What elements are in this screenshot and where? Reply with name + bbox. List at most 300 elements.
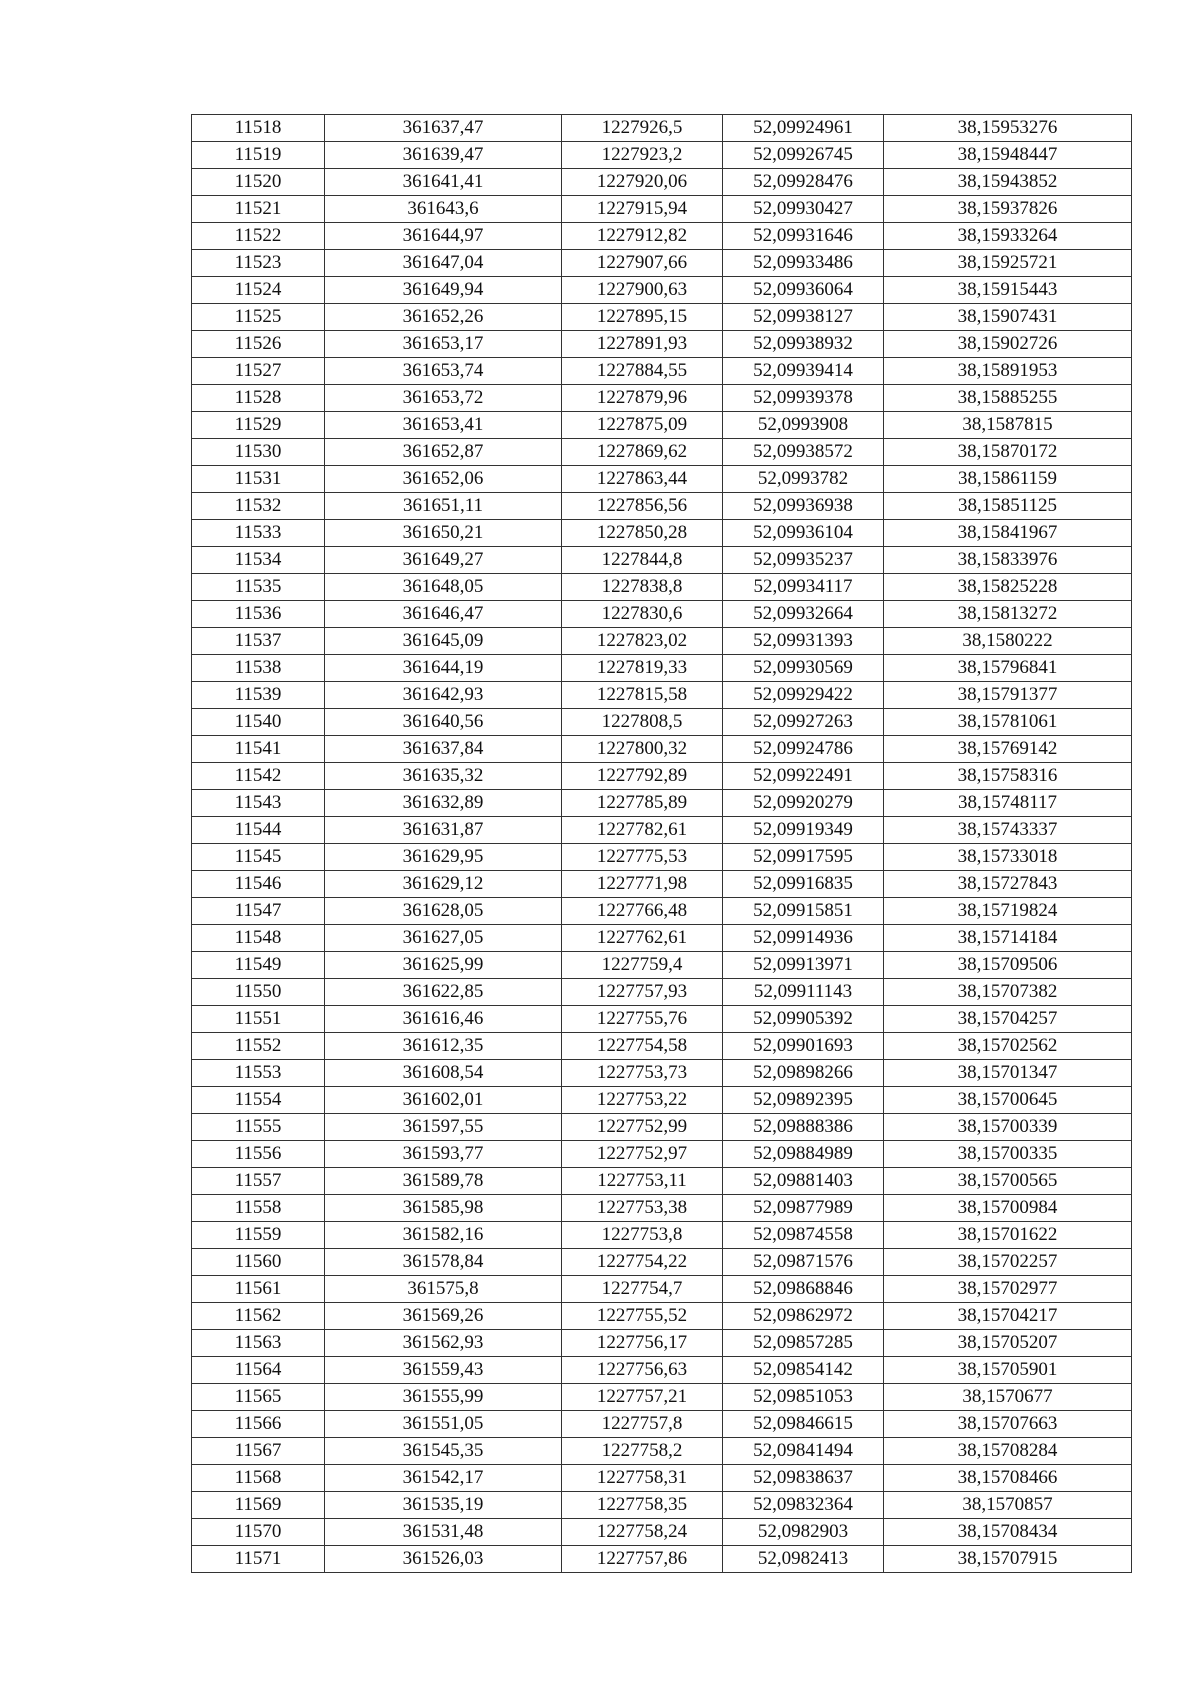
point-number-cell: 11523 xyxy=(192,250,325,277)
y-coordinate-cell: 1227792,89 xyxy=(562,763,723,790)
point-number-cell: 11527 xyxy=(192,358,325,385)
table-row xyxy=(192,952,1132,979)
table-row xyxy=(192,1465,1132,1492)
y-coordinate-cell: 1227782,61 xyxy=(562,817,723,844)
y-coordinate-cell: 1227891,93 xyxy=(562,331,723,358)
latitude-cell: 52,09884989 xyxy=(723,1141,884,1168)
x-coordinate-cell: 361645,09 xyxy=(325,628,562,655)
longitude-cell: 38,15708284 xyxy=(884,1438,1132,1465)
latitude-cell: 52,0982413 xyxy=(723,1546,884,1573)
x-coordinate-cell: 361637,47 xyxy=(325,115,562,142)
x-coordinate-cell: 361649,27 xyxy=(325,547,562,574)
x-coordinate-cell: 361646,47 xyxy=(325,601,562,628)
x-coordinate-cell: 361559,43 xyxy=(325,1357,562,1384)
point-number-cell: 11559 xyxy=(192,1222,325,1249)
y-coordinate-cell: 1227756,63 xyxy=(562,1357,723,1384)
table-row xyxy=(192,1114,1132,1141)
y-coordinate-cell: 1227819,33 xyxy=(562,655,723,682)
x-coordinate-cell: 361551,05 xyxy=(325,1411,562,1438)
longitude-cell: 38,15707382 xyxy=(884,979,1132,1006)
y-coordinate-cell: 1227895,15 xyxy=(562,304,723,331)
table-row xyxy=(192,1438,1132,1465)
x-coordinate-cell: 361531,48 xyxy=(325,1519,562,1546)
y-coordinate-cell: 1227785,89 xyxy=(562,790,723,817)
table-row xyxy=(192,439,1132,466)
point-number-cell: 11529 xyxy=(192,412,325,439)
y-coordinate-cell: 1227771,98 xyxy=(562,871,723,898)
table-row xyxy=(192,520,1132,547)
latitude-cell: 52,09901693 xyxy=(723,1033,884,1060)
table-row xyxy=(192,844,1132,871)
table-row xyxy=(192,1330,1132,1357)
latitude-cell: 52,09881403 xyxy=(723,1168,884,1195)
latitude-cell: 52,09871576 xyxy=(723,1249,884,1276)
x-coordinate-cell: 361652,87 xyxy=(325,439,562,466)
point-number-cell: 11538 xyxy=(192,655,325,682)
latitude-cell: 52,09868846 xyxy=(723,1276,884,1303)
table-row xyxy=(192,871,1132,898)
latitude-cell: 52,09846615 xyxy=(723,1411,884,1438)
y-coordinate-cell: 1227800,32 xyxy=(562,736,723,763)
y-coordinate-cell: 1227759,4 xyxy=(562,952,723,979)
latitude-cell: 52,09916835 xyxy=(723,871,884,898)
table-row xyxy=(192,385,1132,412)
latitude-cell: 52,0982903 xyxy=(723,1519,884,1546)
x-coordinate-cell: 361569,26 xyxy=(325,1303,562,1330)
latitude-cell: 52,09926745 xyxy=(723,142,884,169)
point-number-cell: 11535 xyxy=(192,574,325,601)
point-number-cell: 11534 xyxy=(192,547,325,574)
x-coordinate-cell: 361562,93 xyxy=(325,1330,562,1357)
y-coordinate-cell: 1227753,11 xyxy=(562,1168,723,1195)
point-number-cell: 11570 xyxy=(192,1519,325,1546)
table-row xyxy=(192,925,1132,952)
point-number-cell: 11541 xyxy=(192,736,325,763)
latitude-cell: 52,09854142 xyxy=(723,1357,884,1384)
longitude-cell: 38,15813272 xyxy=(884,601,1132,628)
point-number-cell: 11533 xyxy=(192,520,325,547)
table-row xyxy=(192,817,1132,844)
point-number-cell: 11520 xyxy=(192,169,325,196)
point-number-cell: 11537 xyxy=(192,628,325,655)
x-coordinate-cell: 361652,26 xyxy=(325,304,562,331)
y-coordinate-cell: 1227753,73 xyxy=(562,1060,723,1087)
longitude-cell: 38,15719824 xyxy=(884,898,1132,925)
latitude-cell: 52,09929422 xyxy=(723,682,884,709)
y-coordinate-cell: 1227753,8 xyxy=(562,1222,723,1249)
table-row xyxy=(192,196,1132,223)
x-coordinate-cell: 361535,19 xyxy=(325,1492,562,1519)
longitude-cell: 38,1570677 xyxy=(884,1384,1132,1411)
table-row xyxy=(192,142,1132,169)
longitude-cell: 38,15708466 xyxy=(884,1465,1132,1492)
table-row xyxy=(192,682,1132,709)
table-row xyxy=(192,169,1132,196)
longitude-cell: 38,15841967 xyxy=(884,520,1132,547)
y-coordinate-cell: 1227884,55 xyxy=(562,358,723,385)
table-row xyxy=(192,223,1132,250)
y-coordinate-cell: 1227815,58 xyxy=(562,682,723,709)
point-number-cell: 11567 xyxy=(192,1438,325,1465)
y-coordinate-cell: 1227752,97 xyxy=(562,1141,723,1168)
y-coordinate-cell: 1227830,6 xyxy=(562,601,723,628)
point-number-cell: 11528 xyxy=(192,385,325,412)
latitude-cell: 52,09931646 xyxy=(723,223,884,250)
longitude-cell: 38,1580222 xyxy=(884,628,1132,655)
x-coordinate-cell: 361653,74 xyxy=(325,358,562,385)
longitude-cell: 38,15937826 xyxy=(884,196,1132,223)
point-number-cell: 11522 xyxy=(192,223,325,250)
latitude-cell: 52,09832364 xyxy=(723,1492,884,1519)
longitude-cell: 38,15851125 xyxy=(884,493,1132,520)
longitude-cell: 38,15870172 xyxy=(884,439,1132,466)
latitude-cell: 52,09851053 xyxy=(723,1384,884,1411)
point-number-cell: 11519 xyxy=(192,142,325,169)
latitude-cell: 52,0993908 xyxy=(723,412,884,439)
x-coordinate-cell: 361627,05 xyxy=(325,925,562,952)
x-coordinate-cell: 361652,06 xyxy=(325,466,562,493)
y-coordinate-cell: 1227753,22 xyxy=(562,1087,723,1114)
longitude-cell: 38,15727843 xyxy=(884,871,1132,898)
longitude-cell: 38,15748117 xyxy=(884,790,1132,817)
point-number-cell: 11525 xyxy=(192,304,325,331)
y-coordinate-cell: 1227762,61 xyxy=(562,925,723,952)
x-coordinate-cell: 361555,99 xyxy=(325,1384,562,1411)
y-coordinate-cell: 1227838,8 xyxy=(562,574,723,601)
longitude-cell: 38,15705207 xyxy=(884,1330,1132,1357)
y-coordinate-cell: 1227926,5 xyxy=(562,115,723,142)
point-number-cell: 11558 xyxy=(192,1195,325,1222)
y-coordinate-cell: 1227920,06 xyxy=(562,169,723,196)
table-row xyxy=(192,1249,1132,1276)
table-row xyxy=(192,304,1132,331)
latitude-cell: 52,09934117 xyxy=(723,574,884,601)
x-coordinate-cell: 361631,87 xyxy=(325,817,562,844)
point-number-cell: 11556 xyxy=(192,1141,325,1168)
table-row xyxy=(192,601,1132,628)
x-coordinate-cell: 361641,41 xyxy=(325,169,562,196)
point-number-cell: 11563 xyxy=(192,1330,325,1357)
x-coordinate-cell: 361542,17 xyxy=(325,1465,562,1492)
y-coordinate-cell: 1227758,2 xyxy=(562,1438,723,1465)
point-number-cell: 11545 xyxy=(192,844,325,871)
y-coordinate-cell: 1227863,44 xyxy=(562,466,723,493)
longitude-cell: 38,15702257 xyxy=(884,1249,1132,1276)
longitude-cell: 38,15707663 xyxy=(884,1411,1132,1438)
latitude-cell: 52,09838637 xyxy=(723,1465,884,1492)
x-coordinate-cell: 361545,35 xyxy=(325,1438,562,1465)
y-coordinate-cell: 1227754,7 xyxy=(562,1276,723,1303)
y-coordinate-cell: 1227907,66 xyxy=(562,250,723,277)
longitude-cell: 38,15708434 xyxy=(884,1519,1132,1546)
longitude-cell: 38,15702562 xyxy=(884,1033,1132,1060)
longitude-cell: 38,15885255 xyxy=(884,385,1132,412)
latitude-cell: 52,09898266 xyxy=(723,1060,884,1087)
latitude-cell: 52,09914936 xyxy=(723,925,884,952)
x-coordinate-cell: 361632,89 xyxy=(325,790,562,817)
point-number-cell: 11550 xyxy=(192,979,325,1006)
longitude-cell: 38,15701622 xyxy=(884,1222,1132,1249)
table-row xyxy=(192,1087,1132,1114)
longitude-cell: 38,15709506 xyxy=(884,952,1132,979)
longitude-cell: 38,15825228 xyxy=(884,574,1132,601)
coordinates-table xyxy=(191,114,1132,1573)
x-coordinate-cell: 361582,16 xyxy=(325,1222,562,1249)
point-number-cell: 11540 xyxy=(192,709,325,736)
x-coordinate-cell: 361648,05 xyxy=(325,574,562,601)
point-number-cell: 11521 xyxy=(192,196,325,223)
latitude-cell: 52,09938932 xyxy=(723,331,884,358)
latitude-cell: 52,09936938 xyxy=(723,493,884,520)
y-coordinate-cell: 1227757,93 xyxy=(562,979,723,1006)
longitude-cell: 38,15702977 xyxy=(884,1276,1132,1303)
latitude-cell: 52,09862972 xyxy=(723,1303,884,1330)
table-row xyxy=(192,1195,1132,1222)
point-number-cell: 11566 xyxy=(192,1411,325,1438)
latitude-cell: 52,09927263 xyxy=(723,709,884,736)
x-coordinate-cell: 361651,11 xyxy=(325,493,562,520)
longitude-cell: 38,15700565 xyxy=(884,1168,1132,1195)
latitude-cell: 52,09917595 xyxy=(723,844,884,871)
x-coordinate-cell: 361650,21 xyxy=(325,520,562,547)
y-coordinate-cell: 1227850,28 xyxy=(562,520,723,547)
longitude-cell: 38,15915443 xyxy=(884,277,1132,304)
longitude-cell: 38,15791377 xyxy=(884,682,1132,709)
y-coordinate-cell: 1227752,99 xyxy=(562,1114,723,1141)
latitude-cell: 52,09930569 xyxy=(723,655,884,682)
latitude-cell: 52,09922491 xyxy=(723,763,884,790)
latitude-cell: 52,09924786 xyxy=(723,736,884,763)
x-coordinate-cell: 361585,98 xyxy=(325,1195,562,1222)
table-row xyxy=(192,412,1132,439)
longitude-cell: 38,15733018 xyxy=(884,844,1132,871)
point-number-cell: 11518 xyxy=(192,115,325,142)
y-coordinate-cell: 1227766,48 xyxy=(562,898,723,925)
point-number-cell: 11564 xyxy=(192,1357,325,1384)
latitude-cell: 52,09939414 xyxy=(723,358,884,385)
table-row xyxy=(192,250,1132,277)
point-number-cell: 11561 xyxy=(192,1276,325,1303)
latitude-cell: 52,09933486 xyxy=(723,250,884,277)
y-coordinate-cell: 1227753,38 xyxy=(562,1195,723,1222)
longitude-cell: 38,15704257 xyxy=(884,1006,1132,1033)
x-coordinate-cell: 361589,78 xyxy=(325,1168,562,1195)
longitude-cell: 38,15743337 xyxy=(884,817,1132,844)
x-coordinate-cell: 361622,85 xyxy=(325,979,562,1006)
x-coordinate-cell: 361608,54 xyxy=(325,1060,562,1087)
point-number-cell: 11549 xyxy=(192,952,325,979)
point-number-cell: 11571 xyxy=(192,1546,325,1573)
longitude-cell: 38,15948447 xyxy=(884,142,1132,169)
x-coordinate-cell: 361628,05 xyxy=(325,898,562,925)
longitude-cell: 38,15707915 xyxy=(884,1546,1132,1573)
y-coordinate-cell: 1227912,82 xyxy=(562,223,723,250)
table-row xyxy=(192,1141,1132,1168)
x-coordinate-cell: 361643,6 xyxy=(325,196,562,223)
longitude-cell: 38,15933264 xyxy=(884,223,1132,250)
point-number-cell: 11542 xyxy=(192,763,325,790)
x-coordinate-cell: 361644,19 xyxy=(325,655,562,682)
x-coordinate-cell: 361578,84 xyxy=(325,1249,562,1276)
latitude-cell: 52,09939378 xyxy=(723,385,884,412)
x-coordinate-cell: 361647,04 xyxy=(325,250,562,277)
y-coordinate-cell: 1227758,31 xyxy=(562,1465,723,1492)
latitude-cell: 52,09857285 xyxy=(723,1330,884,1357)
x-coordinate-cell: 361629,95 xyxy=(325,844,562,871)
longitude-cell: 38,15781061 xyxy=(884,709,1132,736)
point-number-cell: 11536 xyxy=(192,601,325,628)
y-coordinate-cell: 1227869,62 xyxy=(562,439,723,466)
latitude-cell: 52,09938127 xyxy=(723,304,884,331)
longitude-cell: 38,15925721 xyxy=(884,250,1132,277)
point-number-cell: 11524 xyxy=(192,277,325,304)
x-coordinate-cell: 361629,12 xyxy=(325,871,562,898)
y-coordinate-cell: 1227757,21 xyxy=(562,1384,723,1411)
table-row xyxy=(192,736,1132,763)
longitude-cell: 38,15953276 xyxy=(884,115,1132,142)
table-row xyxy=(192,979,1132,1006)
point-number-cell: 11565 xyxy=(192,1384,325,1411)
table-row xyxy=(192,1060,1132,1087)
y-coordinate-cell: 1227879,96 xyxy=(562,385,723,412)
x-coordinate-cell: 361649,94 xyxy=(325,277,562,304)
longitude-cell: 38,15700984 xyxy=(884,1195,1132,1222)
y-coordinate-cell: 1227915,94 xyxy=(562,196,723,223)
table-row xyxy=(192,1033,1132,1060)
latitude-cell: 52,09877989 xyxy=(723,1195,884,1222)
longitude-cell: 38,15714184 xyxy=(884,925,1132,952)
y-coordinate-cell: 1227856,56 xyxy=(562,493,723,520)
longitude-cell: 38,15700339 xyxy=(884,1114,1132,1141)
latitude-cell: 52,09888386 xyxy=(723,1114,884,1141)
table-row xyxy=(192,1411,1132,1438)
table-row xyxy=(192,1006,1132,1033)
table-row xyxy=(192,1303,1132,1330)
longitude-cell: 38,15833976 xyxy=(884,547,1132,574)
table-row xyxy=(192,547,1132,574)
table-row xyxy=(192,1168,1132,1195)
table-row xyxy=(192,1546,1132,1573)
x-coordinate-cell: 361635,32 xyxy=(325,763,562,790)
longitude-cell: 38,15758316 xyxy=(884,763,1132,790)
point-number-cell: 11546 xyxy=(192,871,325,898)
latitude-cell: 52,09931393 xyxy=(723,628,884,655)
table-row xyxy=(192,1519,1132,1546)
point-number-cell: 11553 xyxy=(192,1060,325,1087)
longitude-cell: 38,15861159 xyxy=(884,466,1132,493)
latitude-cell: 52,09930427 xyxy=(723,196,884,223)
latitude-cell: 52,0993782 xyxy=(723,466,884,493)
point-number-cell: 11554 xyxy=(192,1087,325,1114)
latitude-cell: 52,09936064 xyxy=(723,277,884,304)
x-coordinate-cell: 361575,8 xyxy=(325,1276,562,1303)
latitude-cell: 52,09913971 xyxy=(723,952,884,979)
x-coordinate-cell: 361642,93 xyxy=(325,682,562,709)
x-coordinate-cell: 361526,03 xyxy=(325,1546,562,1573)
point-number-cell: 11547 xyxy=(192,898,325,925)
longitude-cell: 38,15943852 xyxy=(884,169,1132,196)
point-number-cell: 11531 xyxy=(192,466,325,493)
x-coordinate-cell: 361639,47 xyxy=(325,142,562,169)
latitude-cell: 52,09924961 xyxy=(723,115,884,142)
point-number-cell: 11551 xyxy=(192,1006,325,1033)
latitude-cell: 52,09919349 xyxy=(723,817,884,844)
x-coordinate-cell: 361593,77 xyxy=(325,1141,562,1168)
table-row xyxy=(192,1492,1132,1519)
point-number-cell: 11548 xyxy=(192,925,325,952)
latitude-cell: 52,09915851 xyxy=(723,898,884,925)
longitude-cell: 38,15796841 xyxy=(884,655,1132,682)
y-coordinate-cell: 1227754,58 xyxy=(562,1033,723,1060)
latitude-cell: 52,09920279 xyxy=(723,790,884,817)
table-row xyxy=(192,790,1132,817)
y-coordinate-cell: 1227758,35 xyxy=(562,1492,723,1519)
latitude-cell: 52,09936104 xyxy=(723,520,884,547)
table-row xyxy=(192,331,1132,358)
table-row xyxy=(192,898,1132,925)
latitude-cell: 52,09911143 xyxy=(723,979,884,1006)
y-coordinate-cell: 1227754,22 xyxy=(562,1249,723,1276)
table-row xyxy=(192,1357,1132,1384)
table-row xyxy=(192,277,1132,304)
longitude-cell: 38,15705901 xyxy=(884,1357,1132,1384)
latitude-cell: 52,09874558 xyxy=(723,1222,884,1249)
x-coordinate-cell: 361653,41 xyxy=(325,412,562,439)
table-row xyxy=(192,466,1132,493)
latitude-cell: 52,09932664 xyxy=(723,601,884,628)
coordinates-table-body xyxy=(192,115,1132,1573)
point-number-cell: 11552 xyxy=(192,1033,325,1060)
latitude-cell: 52,09905392 xyxy=(723,1006,884,1033)
x-coordinate-cell: 361653,17 xyxy=(325,331,562,358)
longitude-cell: 38,15902726 xyxy=(884,331,1132,358)
table-row xyxy=(192,493,1132,520)
point-number-cell: 11530 xyxy=(192,439,325,466)
latitude-cell: 52,09928476 xyxy=(723,169,884,196)
point-number-cell: 11532 xyxy=(192,493,325,520)
longitude-cell: 38,15700335 xyxy=(884,1141,1132,1168)
longitude-cell: 38,15769142 xyxy=(884,736,1132,763)
longitude-cell: 38,15891953 xyxy=(884,358,1132,385)
longitude-cell: 38,15700645 xyxy=(884,1087,1132,1114)
table-row xyxy=(192,574,1132,601)
x-coordinate-cell: 361602,01 xyxy=(325,1087,562,1114)
table-row xyxy=(192,709,1132,736)
table-row xyxy=(192,763,1132,790)
y-coordinate-cell: 1227756,17 xyxy=(562,1330,723,1357)
x-coordinate-cell: 361644,97 xyxy=(325,223,562,250)
longitude-cell: 38,1570857 xyxy=(884,1492,1132,1519)
table-row xyxy=(192,655,1132,682)
table-row xyxy=(192,115,1132,142)
y-coordinate-cell: 1227757,8 xyxy=(562,1411,723,1438)
y-coordinate-cell: 1227923,2 xyxy=(562,142,723,169)
latitude-cell: 52,09938572 xyxy=(723,439,884,466)
x-coordinate-cell: 361637,84 xyxy=(325,736,562,763)
longitude-cell: 38,1587815 xyxy=(884,412,1132,439)
table-row xyxy=(192,358,1132,385)
x-coordinate-cell: 361625,99 xyxy=(325,952,562,979)
point-number-cell: 11544 xyxy=(192,817,325,844)
y-coordinate-cell: 1227755,52 xyxy=(562,1303,723,1330)
table-row xyxy=(192,628,1132,655)
x-coordinate-cell: 361640,56 xyxy=(325,709,562,736)
y-coordinate-cell: 1227775,53 xyxy=(562,844,723,871)
longitude-cell: 38,15704217 xyxy=(884,1303,1132,1330)
y-coordinate-cell: 1227757,86 xyxy=(562,1546,723,1573)
y-coordinate-cell: 1227823,02 xyxy=(562,628,723,655)
latitude-cell: 52,09935237 xyxy=(723,547,884,574)
